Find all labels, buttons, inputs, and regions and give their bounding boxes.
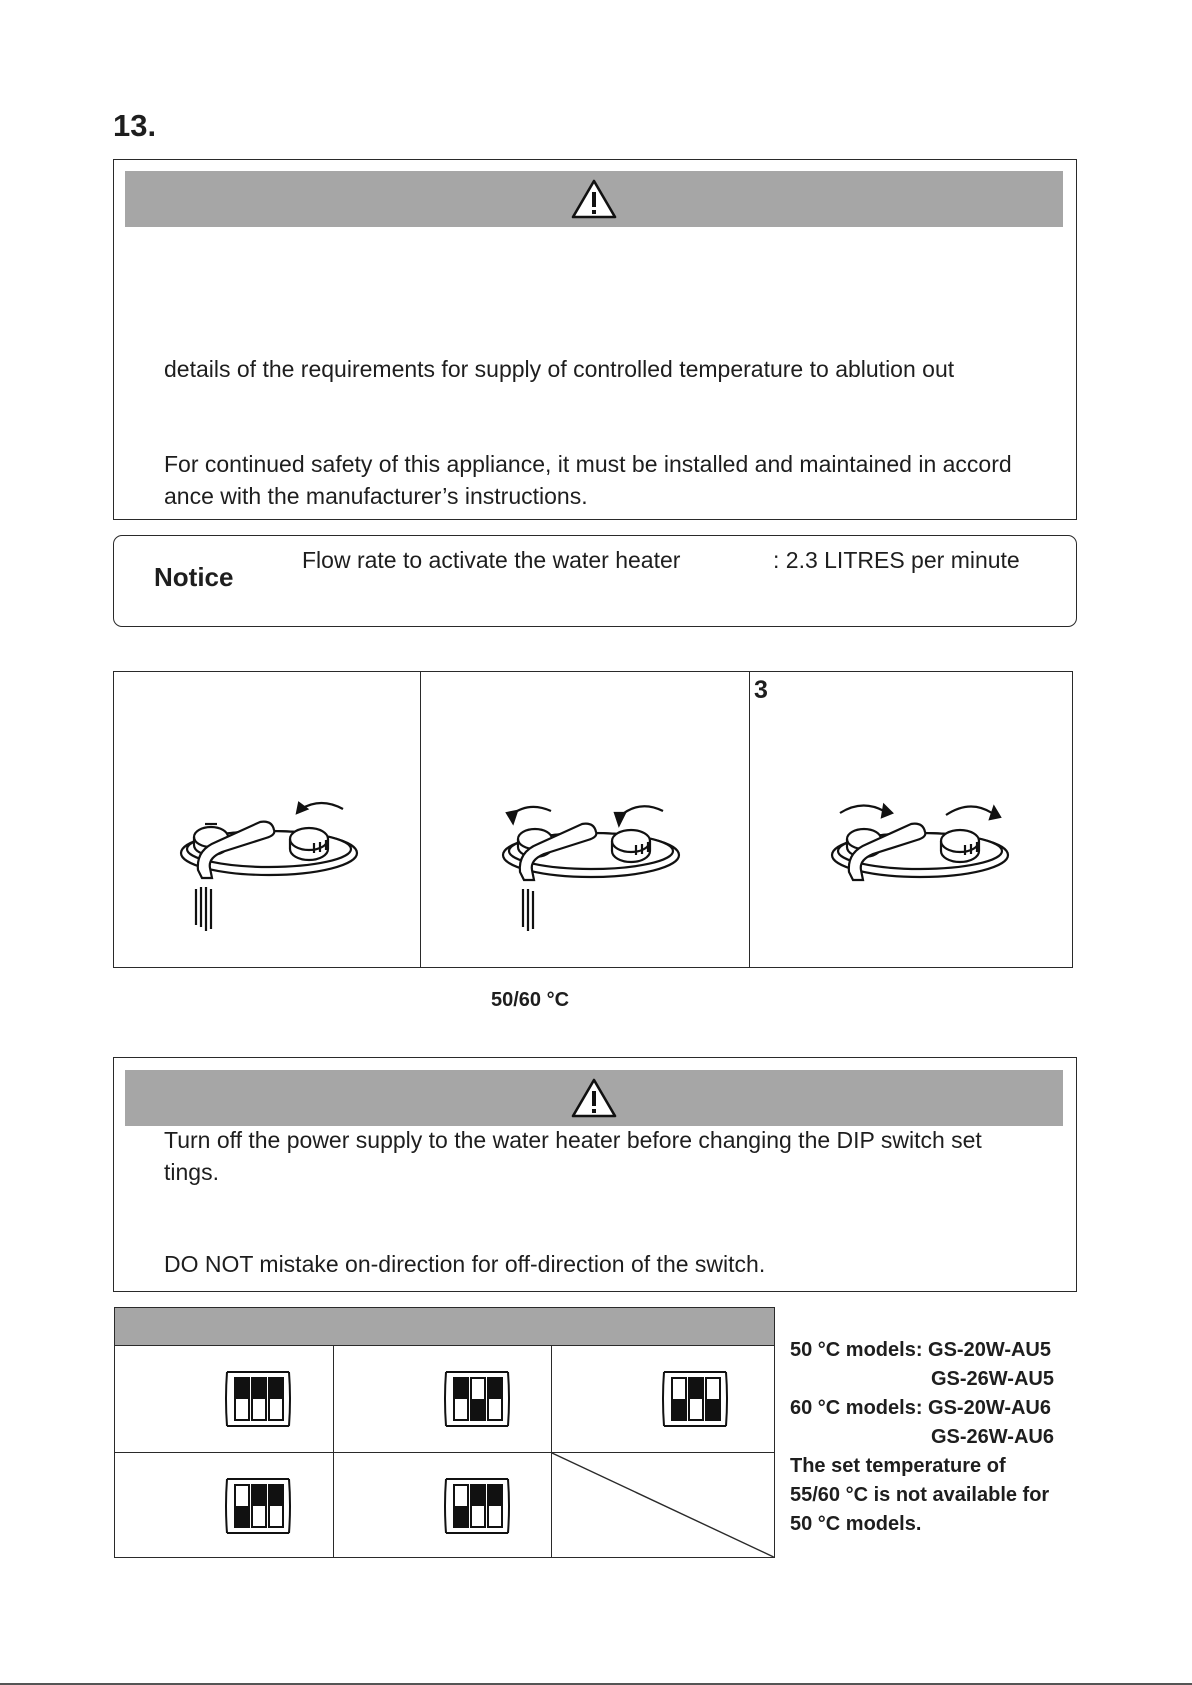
warning-paragraph: For continued safety of this appliance, it must be installed and maintained in accord [164,451,1012,477]
dip-switch-icon [223,1475,293,1537]
dip-cell [333,1453,552,1558]
dip-switch-knob [253,1486,265,1506]
warning-banner [125,171,1063,227]
dip-switch-icon [660,1368,730,1430]
dip-switch-table [114,1345,775,1558]
warning-paragraph: ance with the manufacturer’s instructions. [164,483,588,509]
dip-table-header [114,1307,775,1346]
dip-switch-knob [270,1379,282,1399]
dip-switch-icon [223,1368,293,1430]
dip-switch-icon [442,1475,512,1537]
dip-switch-knob [472,1399,484,1419]
notice-box [113,535,1077,627]
models-note [790,1336,1080,1539]
step-panel-2 [421,672,750,967]
dip-switch-knob [455,1379,467,1399]
section-number: 13. [113,108,157,143]
dip-cell [115,1346,334,1453]
notice-title: Notice [154,562,234,592]
dip-switch-knob [489,1486,501,1506]
dip-row [115,1453,775,1558]
faucet-steps-panel [113,671,1073,968]
warning-line: Turn off the power supply to the water heater before changing the DIP switch set [164,1127,982,1153]
faucet-hot-on-illustration [169,797,369,947]
dip-switch-knob [690,1379,702,1399]
dip-switch-icon [442,1368,512,1430]
dip-cell [333,1346,552,1453]
step-panel-1 [114,672,421,967]
warning-box [113,159,1077,520]
warning-paragraph: details of the requirements for supply of controlled temperature to ablution out [164,356,955,382]
notice-value: : 2.3 LITRES per minute [773,547,1020,573]
dip-switch-knob [236,1506,248,1526]
dip-cell [552,1346,775,1453]
models-note-line: 60 °C models: GS-20W-AU6 [790,1397,1051,1419]
dip-cell-empty [552,1453,775,1558]
faucet-adjust-illustration [491,797,691,947]
dip-switch-knob [472,1486,484,1506]
warning-triangle-icon [570,178,618,220]
dip-switch-knob [489,1379,501,1399]
faucet-off-illustration [820,797,1020,947]
warning-triangle-icon [570,1077,618,1119]
warning-line: DO NOT mistake on-direction for off-direction of the switch. [164,1251,766,1277]
models-note-line: 50 °C models. [790,1513,922,1535]
step-panel-3 [750,672,1074,967]
notice-label: Flow rate to activate the water heater [302,547,681,573]
warning-line: tings. [164,1159,219,1185]
temperature-caption: 50/60 °C [491,989,570,1011]
models-note-line: 55/60 °C is not available for [790,1484,1050,1506]
models-note-line: GS-26W-AU6 [931,1426,1054,1448]
dip-switch-knob [270,1486,282,1506]
dip-switch-knob [236,1379,248,1399]
dip-switch-knob [673,1399,685,1419]
models-note-line: GS-26W-AU5 [931,1368,1054,1390]
dip-switch-knob [455,1506,467,1526]
dip-switch-knob [253,1379,265,1399]
warning-banner [125,1070,1063,1126]
models-note-line: The set temperature of [790,1455,1006,1477]
dip-switch-knob [707,1399,719,1419]
dip-row [115,1346,775,1453]
models-note-line: 50 °C models: GS-20W-AU5 [790,1339,1051,1361]
step-number: 3 [754,676,768,704]
diagonal-line [552,1453,774,1557]
dip-cell [115,1453,334,1558]
dip-warning-box [113,1057,1077,1292]
